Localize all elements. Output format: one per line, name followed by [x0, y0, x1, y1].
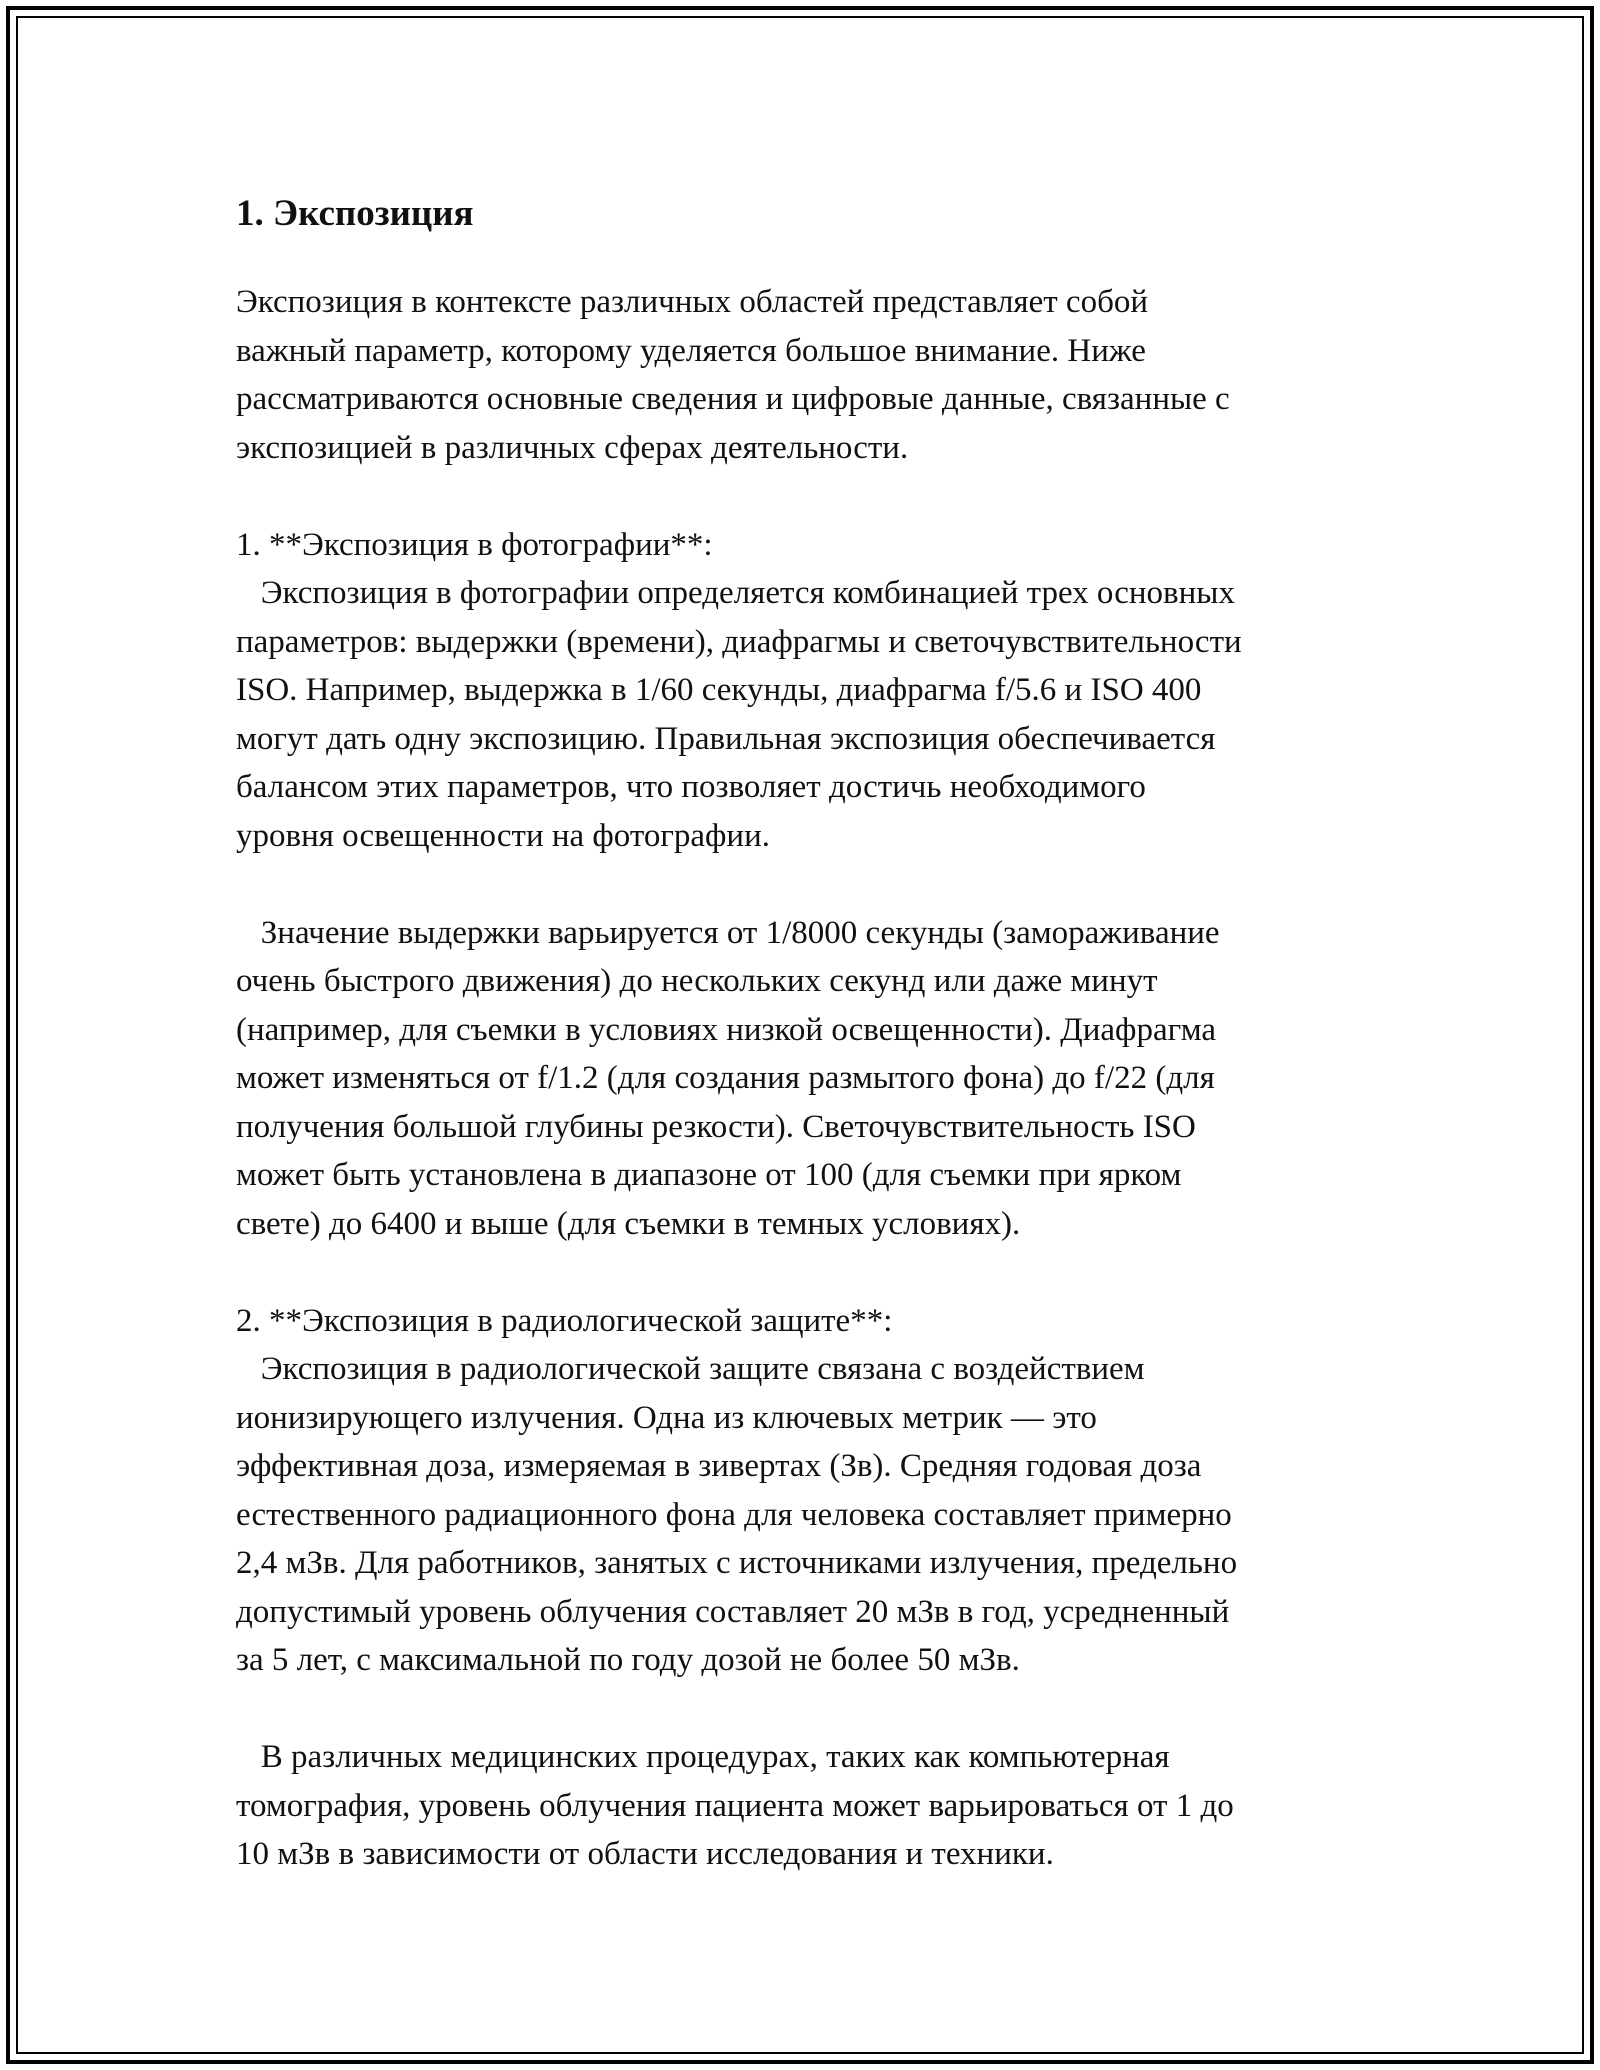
paragraph-spacer	[236, 1248, 1376, 1297]
paragraph-spacer	[236, 860, 1376, 909]
radiology-section-title: 2. **Экспозиция в радиологической защите**:	[236, 1302, 893, 1339]
photography-paragraph-1: Экспозиция в фотографии определяется комбинацией трех основных параметров: выдержки (времени), диафрагмы и светочувствительности ISO. Например, выдержка в 1/60 секунды, диафрагма f/5.6 и ISO 400 могут дать одну экспозицию. Правильная экспозиция обеспечивается балансом этих параметров, что позволяет достичь необходимого уровня освещенности на фотографии.	[236, 575, 1242, 854]
paragraph-spacer	[236, 1685, 1376, 1734]
paragraph-spacer	[236, 472, 1376, 521]
radiology-paragraph-1: Экспозиция в радиологической защите связана с воздействием ионизирующего излучения. Одна из ключевых метрик — это эффективная доза, измеряемая в зивертах (Зв). Средняя годовая доза естественного радиационного фона для человека составляет примерно 2,4 мЗв. Для работников, занятых с источниками излучения, предельно допустимый уровень облучения составляет 20 мЗв в год, усредненный за 5 лет, с максимальной по году дозой не более 50 мЗв.	[236, 1351, 1238, 1678]
document-body	[236, 188, 1376, 1879]
intro-paragraph: Экспозиция в контексте различных областей представляет собой важный параметр, которому уделяется большое внимание. Ниже рассматриваются основные сведения и цифровые данные, связанные с экспозицией в различных сферах деятельности.	[236, 284, 1230, 466]
photography-section-title: 1. **Экспозиция в фотографии**:	[236, 526, 713, 563]
radiology-paragraph-2: В различных медицинских процедурах, таких как компьютерная томография, уровень облучения пациента может варьироваться от 1 до 10 мЗв в зависимости от области исследования и техники.	[236, 1739, 1234, 1872]
section-heading: 1. Экспозиция	[236, 193, 474, 234]
photography-paragraph-2: Значение выдержки варьируется от 1/8000 секунды (замораживание очень быстрого движения) до нескольких секунд или даже минут (например, для съемки в условиях низкой освещенности). Диафрагма может изменяться от f/1.2 (для создания размытого фона) до f/22 (для получения большой глубины резкости). Светочувствительность ISO может быть установлена в диапазоне от 100 (для съемки при ярком свете) до 6400 и выше (для съемки в темных условиях).	[236, 914, 1220, 1242]
